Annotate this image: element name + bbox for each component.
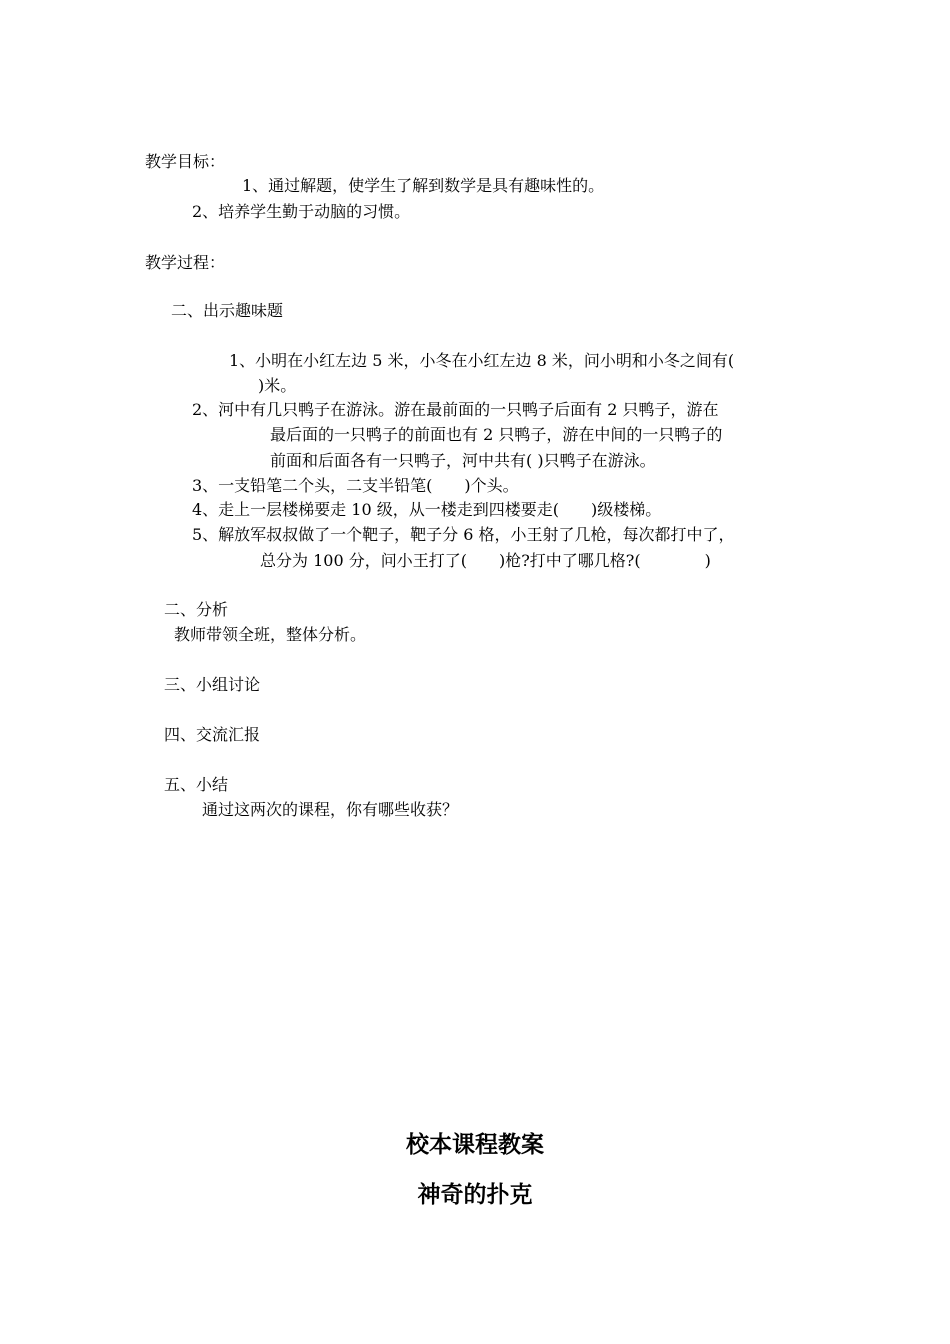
footer-title-course-plan: 校本课程教案 <box>406 1131 544 1158</box>
goal-item-1: 1、通过解题，使学生了解到数学是具有趣味性的。 <box>242 176 605 195</box>
question-2-line-1: 2、河中有几只鸭子在游泳。游在最前面的一只鸭子后面有 2 只鸭子，游在 <box>192 400 719 419</box>
question-4: 4、走上一层楼梯要走 10 级，从一楼走到四楼要走( )级楼梯。 <box>192 500 662 519</box>
question-1-line-1: 1、小明在小红左边 5 米，小冬在小红左边 8 米，问小明和小冬之间有( <box>229 351 735 370</box>
report-heading: 四、交流汇报 <box>164 725 261 744</box>
analysis-body: 教师带领全班，整体分析。 <box>174 625 367 644</box>
goals-heading: 教学目标： <box>145 152 226 171</box>
footer-title-magic-poker: 神奇的扑克 <box>417 1181 533 1208</box>
question-3: 3、一支铅笔二个头，二支半铅笔( )个头。 <box>192 476 519 495</box>
group-discussion-heading: 三、小组讨论 <box>164 675 261 694</box>
summary-heading: 五、小结 <box>164 775 229 794</box>
question-1-line-2: )米。 <box>258 376 297 395</box>
goal-item-2: 2、培养学生勤于动脑的习惯。 <box>192 202 411 221</box>
puzzles-heading: 二、出示趣味题 <box>171 301 284 320</box>
process-heading: 教学过程： <box>145 253 226 272</box>
question-5-line-2: 总分为 100 分，问小王打了( )枪?打中了哪几格?( ) <box>260 551 711 570</box>
question-5-line-1: 5、解放军叔叔做了一个靶子，靶子分 6 格，小王射了几枪，每次都打中了， <box>192 525 735 544</box>
summary-body: 通过这两次的课程，你有哪些收获？ <box>202 800 459 819</box>
question-2-line-2: 最后面的一只鸭子的前面也有 2 只鸭子，游在中间的一只鸭子的 <box>270 425 723 444</box>
question-2-line-3: 前面和后面各有一只鸭子，河中共有( )只鸭子在游泳。 <box>270 451 656 470</box>
analysis-heading: 二、分析 <box>164 600 229 619</box>
